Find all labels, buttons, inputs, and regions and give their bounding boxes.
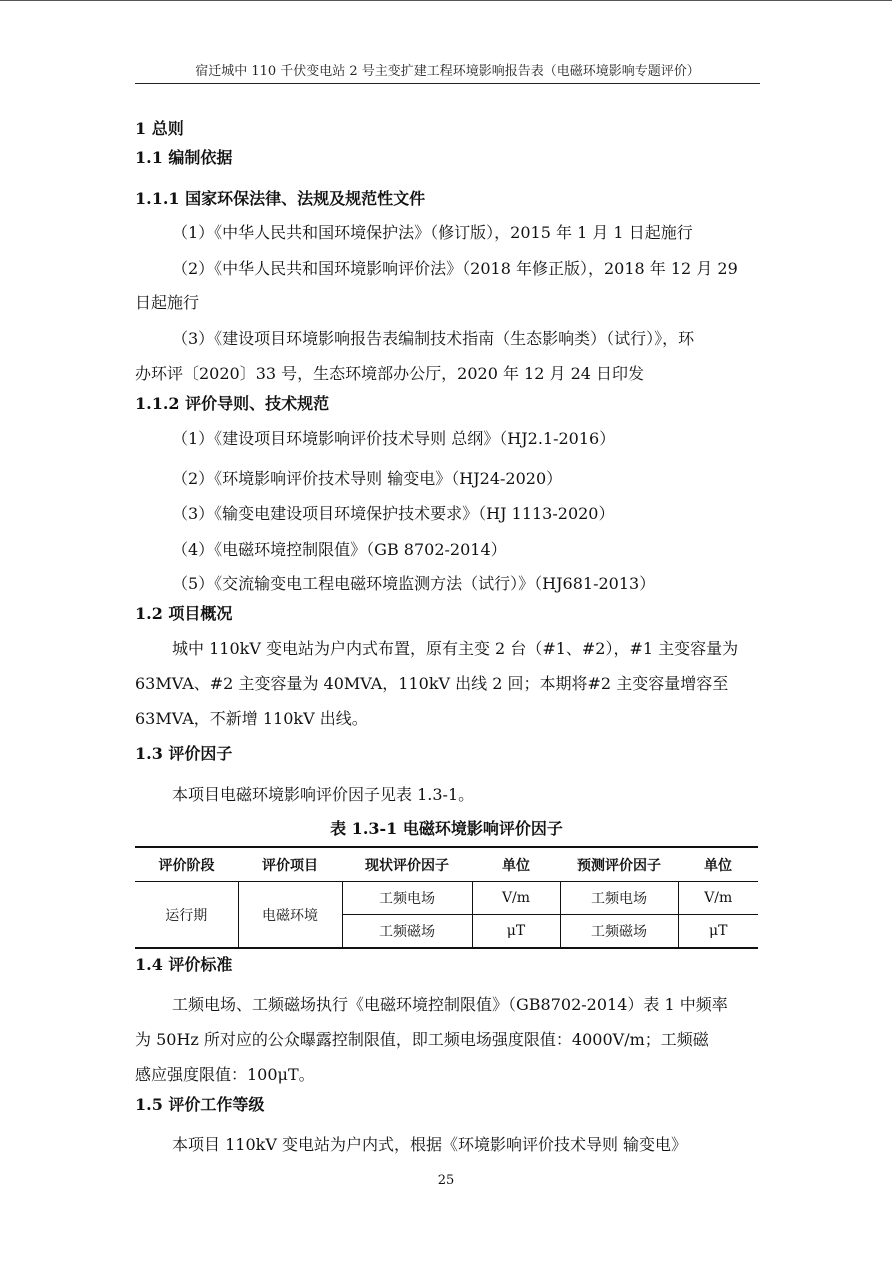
overview-line-1: 城中 110kV 变电站为户内式布置，原有主变 2 台（#1、#2），#1 主变容量为: [172, 639, 739, 658]
section-1-1-2-title: 1.1.2 评价导则、技术规范: [135, 394, 330, 413]
guideline-item-5: （5）《交流输变电工程电磁环境监测方法（试行）》（HJ681-2013）: [172, 574, 656, 593]
overview-line-3: 63MVA，不新增 110kV 出线。: [135, 709, 368, 728]
section-1-3-title: 1.3 评价因子: [135, 744, 233, 763]
section-1-4-title: 1.4 评价标准: [135, 955, 233, 974]
guideline-item-4: （4）《电磁环境控制限值》（GB 8702-2014）: [172, 540, 507, 559]
table-header-cell: 现状评价因子: [342, 847, 472, 882]
page-top-border: [0, 0, 892, 1]
table-header-row: [135, 847, 758, 882]
table-cell: 工频电场: [560, 882, 678, 915]
standard-line-2: 为 50Hz 所对应的公众曝露控制限值，即工频电场强度限值：4000V/m；工频磁: [135, 1030, 709, 1049]
table-cell: μT: [678, 915, 758, 949]
table-header-cell: 单位: [472, 847, 560, 882]
standard-line-1: 工频电场、工频磁场执行《电磁环境控制限值》（GB8702-2014）表 1 中频率: [172, 995, 728, 1014]
section-1-1-1-title: 1.1.1 国家环保法律、法规及规范性文件: [135, 189, 426, 208]
table-cell: 工频磁场: [342, 915, 472, 949]
law-item-2-cont: 日起施行: [135, 293, 200, 312]
running-header: 宿迁城中 110 千伏变电站 2 号主变扩建工程环境影响报告表（电磁环境影响专题评价）: [195, 64, 700, 79]
table-cell: 工频磁场: [560, 915, 678, 949]
section-1-title: 1 总则: [135, 119, 184, 138]
guideline-item-1: （1）《建设项目环境影响评价技术导则 总纲》（HJ2.1-2016）: [172, 429, 616, 448]
law-item-3: （3）《建设项目环境影响报告表编制技术指南（生态影响类）（试行）》，环: [172, 329, 695, 348]
page-number: 25: [437, 1173, 455, 1188]
section-1-5-title: 1.5 评价工作等级: [135, 1095, 265, 1114]
overview-line-2: 63MVA、#2 主变容量为 40MVA，110kV 出线 2 回；本期将#2 主变容量增容至: [135, 674, 729, 693]
table-row: [135, 882, 758, 915]
table-header-cell: 评价阶段: [135, 847, 238, 882]
law-item-3-cont: 办环评〔2020〕33 号，生态环境部办公厅，2020 年 12 月 24 日印发: [135, 364, 645, 383]
standard-line-3: 感应强度限值：100μT。: [135, 1065, 315, 1084]
law-item-2: （2）《中华人民共和国环境影响评价法》（2018 年修正版），2018 年 12 月 29: [172, 259, 738, 278]
header-rule: [135, 83, 760, 84]
table-header-cell: 评价项目: [238, 847, 342, 882]
table-cell: V/m: [678, 882, 758, 915]
table-cell: 工频电场: [342, 882, 472, 915]
grade-line-1: 本项目 110kV 变电站为户内式，根据《环境影响评价技术导则 输变电》: [172, 1135, 688, 1154]
section-1-1-title: 1.1 编制依据: [135, 148, 233, 167]
section-1-2-title: 1.2 项目概况: [135, 604, 233, 623]
table-header-cell: 单位: [678, 847, 758, 882]
table-cell: μT: [472, 915, 560, 949]
guideline-item-3: （3）《输变电建设项目环境保护技术要求》（HJ 1113-2020）: [172, 504, 615, 523]
table-cell: V/m: [472, 882, 560, 915]
guideline-item-2: （2）《环境影响评价技术导则 输变电》（HJ24-2020）: [172, 469, 563, 488]
law-item-1: （1）《中华人民共和国环境保护法》（修订版），2015 年 1 月 1 日起施行: [172, 223, 693, 242]
factor-table: [135, 846, 758, 949]
factor-intro: 本项目电磁环境影响评价因子见表 1.3-1。: [172, 785, 475, 804]
table-cell-item: 电磁环境: [238, 882, 342, 949]
table-header-cell: 预测评价因子: [560, 847, 678, 882]
table-title: 表 1.3-1 电磁环境影响评价因子: [330, 819, 563, 838]
table-cell-stage: 运行期: [135, 882, 238, 949]
